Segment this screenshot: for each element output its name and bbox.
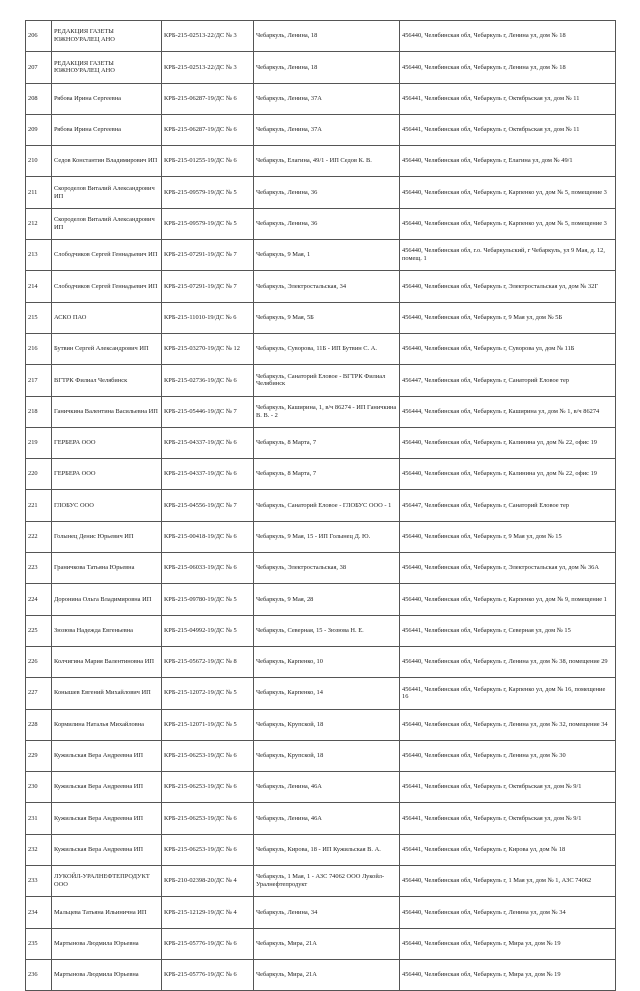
organization-name-cell: Доронина Ольга Владимировна ИП [52,584,162,615]
legal-address-cell: 456440, Челябинская обл, Чебаркуль г, Карпенко ул, дом № 5, помещение 3 [400,208,616,239]
table-row [26,521,616,552]
legal-address-cell: 456447, Челябинская обл, Чебаркуль г, Санаторий Еловое тер [400,490,616,521]
organization-name-cell: Седов Константин Владимирович ИП [52,146,162,177]
legal-address-cell: 456440, Челябинская обл, Чебаркуль г, Электростальская ул, дом № 36А [400,553,616,584]
table-row [26,897,616,928]
table-row [26,772,616,803]
organization-name-cell: Мартынова Людмила Юрьевна [52,928,162,959]
object-location-cell: Чебаркуль, Карпенко, 10 [254,646,400,677]
contract-code-cell: КРБ-215-04556-19/ДС № 7 [162,490,254,521]
object-location-cell: Чебаркуль, Мира, 21А [254,959,400,990]
organization-name-cell: Ганичкина Валентина Васильевна ИП [52,396,162,427]
contract-code-cell: КРБ-215-06253-19/ДС № 6 [162,803,254,834]
organization-name-cell: РЕДАКЦИЯ ГАЗЕТЫ ЮЖНОУРАЛЕЦ АНО [52,21,162,52]
row-number-cell: 216 [26,333,52,364]
row-number-cell: 219 [26,427,52,458]
contract-code-cell: КРБ-215-12072-19/ДС № 5 [162,678,254,709]
object-location-cell: Чебаркуль, 1 Мая, 1 - АЗС 74062 ООО Лукойл-Уралнефтепродукт [254,866,400,897]
row-number-cell: 231 [26,803,52,834]
contract-code-cell: КРБ-215-07291-19/ДС № 7 [162,271,254,302]
organization-name-cell: ВГТРК Филиал Челябинск [52,365,162,396]
organization-name-cell: Рябова Ирина Сергеевна [52,114,162,145]
legal-address-cell: 456440, Челябинская обл, Чебаркуль г, Ленина ул, дом № 32, помещение 34 [400,709,616,740]
row-number-cell: 213 [26,240,52,271]
document-page [25,20,615,991]
object-location-cell: Чебаркуль, Ленина, 34 [254,897,400,928]
legal-address-cell: 456440, Челябинская обл, Чебаркуль г, Калинина ул, дом № 22, офис 19 [400,459,616,490]
contract-code-cell: КРБ-215-04992-19/ДС № 5 [162,615,254,646]
organization-name-cell: Кужильская Вера Андреевна ИП [52,834,162,865]
row-number-cell: 221 [26,490,52,521]
legal-address-cell: 456441, Челябинская обл, Чебаркуль г, Карпенко ул, дом № 16, помещение 16 [400,678,616,709]
legal-address-cell: 456440, Челябинская обл, Чебаркуль г, Мира ул, дом № 19 [400,959,616,990]
table-row [26,459,616,490]
table-row [26,709,616,740]
contract-code-cell: КРБ-215-12071-19/ДС № 5 [162,709,254,740]
object-location-cell: Чебаркуль, 9 Мая, 5Б [254,302,400,333]
row-number-cell: 214 [26,271,52,302]
legal-address-cell: 456440, Челябинская обл, Чебаркуль г, Калинина ул, дом № 22, офис 19 [400,427,616,458]
table-row [26,959,616,990]
row-number-cell: 234 [26,897,52,928]
contract-code-cell: КРБ-215-06033-19/ДС № 6 [162,553,254,584]
organization-name-cell: ГЕРБЕРА ООО [52,459,162,490]
table-row [26,177,616,208]
contract-code-cell: КРБ-215-00418-19/ДС № 6 [162,521,254,552]
row-number-cell: 226 [26,646,52,677]
table-row [26,834,616,865]
row-number-cell: 225 [26,615,52,646]
contract-code-cell: КРБ-215-11010-19/ДС № 6 [162,302,254,333]
contract-code-cell: КРБ-215-06253-19/ДС № 6 [162,740,254,771]
organization-name-cell: Мартынова Людмила Юрьевна [52,959,162,990]
organization-name-cell: Конышев Евгений Михайлович ИП [52,678,162,709]
row-number-cell: 218 [26,396,52,427]
object-location-cell: Чебаркуль, Крупской, 18 [254,709,400,740]
organization-name-cell: Слободчиков Сергей Геннадьевич ИП [52,271,162,302]
organization-name-cell: ГЛОБУС ООО [52,490,162,521]
organization-name-cell: Скороделов Виталий Александрович ИП [52,208,162,239]
organization-name-cell: ЛУКОЙЛ-УРАЛНЕФТЕПРОДУКТ ООО [52,866,162,897]
table-row [26,333,616,364]
object-location-cell: Чебаркуль, Елагина, 49/1 - ИП Седов К. В. [254,146,400,177]
legal-address-cell: 456440, Челябинская обл, Чебаркуль г, Ленина ул, дом № 30 [400,740,616,771]
contract-code-cell: КРБ-215-05446-19/ДС № 7 [162,396,254,427]
organization-name-cell: Скороделов Виталий Александрович ИП [52,177,162,208]
organization-name-cell: Голынец Денис Юрьевич ИП [52,521,162,552]
row-number-cell: 222 [26,521,52,552]
object-location-cell: Чебаркуль, Ленина, 36 [254,177,400,208]
contract-code-cell: КРБ-215-07291-19/ДС № 7 [162,240,254,271]
organization-name-cell: Колчигина Мария Валентиновна ИП [52,646,162,677]
row-number-cell: 207 [26,52,52,83]
row-number-cell: 220 [26,459,52,490]
row-number-cell: 228 [26,709,52,740]
object-location-cell: Чебаркуль, Ленина, 37А [254,114,400,145]
organization-name-cell: Кужильская Вера Андреевна ИП [52,803,162,834]
organization-name-cell: РЕДАКЦИЯ ГАЗЕТЫ ЮЖНОУРАЛЕЦ АНО [52,52,162,83]
object-location-cell: Чебаркуль, 8 Марта, 7 [254,427,400,458]
object-location-cell: Чебаркуль, Ленина, 18 [254,21,400,52]
legal-address-cell: 456440, Челябинская обл, Чебаркуль г, Елагина ул, дом № 49/1 [400,146,616,177]
table-row [26,396,616,427]
table-row [26,584,616,615]
legal-address-cell: 456440, Челябинская обл, Чебаркуль г, Электростальская ул, дом № 32Г [400,271,616,302]
object-location-cell: Чебаркуль, Суворова, 11Б - ИП Бутвин С. А. [254,333,400,364]
row-number-cell: 229 [26,740,52,771]
object-location-cell: Чебаркуль, Санаторий Еловое - ВГТРК Филиал Челябинск [254,365,400,396]
table-row [26,83,616,114]
contract-code-cell: КРБ-215-04337-19/ДС № 6 [162,427,254,458]
legal-address-cell: 456441, Челябинская обл, Чебаркуль г, Октябрьская ул, дом № 9/1 [400,803,616,834]
legal-address-cell: 456444, Челябинская обл, Чебаркуль г, Каширина ул, дом № 1, в/ч 86274 [400,396,616,427]
object-location-cell: Чебаркуль, Электростальская, 38 [254,553,400,584]
row-number-cell: 215 [26,302,52,333]
object-location-cell: Чебаркуль, 9 Мая, 1 [254,240,400,271]
organization-name-cell: АСКО ПАО [52,302,162,333]
legal-address-cell: 456440, Челябинская обл, Чебаркуль г, 9 Мая ул, дом № 5Б [400,302,616,333]
object-location-cell: Чебаркуль, Северная, 15 - Зюзюва Н. Е. [254,615,400,646]
table-row [26,553,616,584]
table-row [26,427,616,458]
table-row [26,740,616,771]
contract-code-cell: КРБ-210-02398-20/ДС № 4 [162,866,254,897]
table-row [26,646,616,677]
contract-code-cell: КРБ-215-06287-19/ДС № 6 [162,83,254,114]
row-number-cell: 211 [26,177,52,208]
table-row [26,365,616,396]
legal-address-cell: 456440, Челябинская обл, Чебаркуль г, 9 Мая ул, дом № 15 [400,521,616,552]
organization-name-cell: Зюзюва Надежда Евгеньевна [52,615,162,646]
row-number-cell: 227 [26,678,52,709]
row-number-cell: 208 [26,83,52,114]
contract-code-cell: КРБ-215-01255-19/ДС № 6 [162,146,254,177]
object-location-cell: Чебаркуль, Ленина, 46А [254,772,400,803]
legal-address-cell: 456441, Челябинская обл, Чебаркуль г, Кирова ул, дом № 18 [400,834,616,865]
organization-name-cell: Рябова Ирина Сергеевна [52,83,162,114]
legal-address-cell: 456440, Челябинская обл, г.о. Чебаркульский, г Чебаркуль, ул 9 Мая, д. 12, помещ. 1 [400,240,616,271]
organization-name-cell: Кужильская Вера Андреевна ИП [52,772,162,803]
row-number-cell: 212 [26,208,52,239]
legal-address-cell: 456440, Челябинская обл, Чебаркуль г, 1 Мая ул, дом № 1, АЗС 74062 [400,866,616,897]
object-location-cell: Чебаркуль, 9 Мая, 15 - ИП Голынец Д. Ю. [254,521,400,552]
object-location-cell: Чебаркуль, Мира, 21А [254,928,400,959]
contract-code-cell: КРБ-215-09579-19/ДС № 5 [162,177,254,208]
contract-code-cell: КРБ-215-09780-19/ДС № 5 [162,584,254,615]
row-number-cell: 206 [26,21,52,52]
legal-address-cell: 456441, Челябинская обл, Чебаркуль г, Северная ул, дом № 15 [400,615,616,646]
legal-address-cell: 456440, Челябинская обл, Чебаркуль г, Карпенко ул, дом № 5, помещение 3 [400,177,616,208]
contract-code-cell: КРБ-215-05776-19/ДС № 6 [162,928,254,959]
contract-code-cell: КРБ-215-06287-19/ДС № 6 [162,114,254,145]
row-number-cell: 232 [26,834,52,865]
table-row [26,208,616,239]
legal-address-cell: 456440, Челябинская обл, Чебаркуль г, Ленина ул, дом № 18 [400,52,616,83]
object-location-cell: Чебаркуль, Ленина, 46А [254,803,400,834]
records-table-body [26,21,616,991]
contract-code-cell: КРБ-215-12129-19/ДС № 4 [162,897,254,928]
contract-code-cell: КРБ-215-05776-19/ДС № 6 [162,959,254,990]
table-row [26,928,616,959]
contract-code-cell: КРБ-215-05672-19/ДС № 8 [162,646,254,677]
row-number-cell: 217 [26,365,52,396]
legal-address-cell: 456440, Челябинская обл, Чебаркуль г, Суворова ул, дом № 11Б [400,333,616,364]
object-location-cell: Чебаркуль, Каширина, 1, в/ч 86274 - ИП Ганичкина В. В. - 2 [254,396,400,427]
object-location-cell: Чебаркуль, Ленина, 36 [254,208,400,239]
legal-address-cell: 456440, Челябинская обл, Чебаркуль г, Карпенко ул, дом № 9, помещение 1 [400,584,616,615]
row-number-cell: 236 [26,959,52,990]
table-row [26,271,616,302]
legal-address-cell: 456440, Челябинская обл, Чебаркуль г, Ленина ул, дом № 38, помещение 29 [400,646,616,677]
table-row [26,803,616,834]
table-row [26,678,616,709]
organization-name-cell: Граничкова Татьяна Юрьевна [52,553,162,584]
object-location-cell: Чебаркуль, Ленина, 37А [254,83,400,114]
object-location-cell: Чебаркуль, Санаторий Еловое - ГЛОБУС ООО - 1 [254,490,400,521]
object-location-cell: Чебаркуль, Ленина, 18 [254,52,400,83]
contract-code-cell: КРБ-215-02736-19/ДС № 6 [162,365,254,396]
row-number-cell: 223 [26,553,52,584]
row-number-cell: 230 [26,772,52,803]
object-location-cell: Чебаркуль, Кирова, 18 - ИП Кужильская В. А. [254,834,400,865]
row-number-cell: 235 [26,928,52,959]
organization-name-cell: Кужильская Вера Андреевна ИП [52,740,162,771]
row-number-cell: 210 [26,146,52,177]
object-location-cell: Чебаркуль, Крупской, 18 [254,740,400,771]
legal-address-cell: 456441, Челябинская обл, Чебаркуль г, Октябрьская ул, дом № 11 [400,83,616,114]
contract-code-cell: КРБ-215-09579-19/ДС № 5 [162,208,254,239]
table-row [26,21,616,52]
table-row [26,866,616,897]
table-row [26,302,616,333]
contract-code-cell: КРБ-215-06253-19/ДС № 6 [162,772,254,803]
organization-name-cell: ГЕРБЕРА ООО [52,427,162,458]
records-table [25,20,616,991]
object-location-cell: Чебаркуль, Электростальская, 34 [254,271,400,302]
legal-address-cell: 456440, Челябинская обл, Чебаркуль г, Мира ул, дом № 19 [400,928,616,959]
row-number-cell: 224 [26,584,52,615]
row-number-cell: 209 [26,114,52,145]
organization-name-cell: Слободчиков Сергей Геннадьевич ИП [52,240,162,271]
contract-code-cell: КРБ-215-02513-22/ДС № 3 [162,21,254,52]
table-row [26,52,616,83]
contract-code-cell: КРБ-215-04337-19/ДС № 6 [162,459,254,490]
contract-code-cell: КРБ-215-06253-19/ДС № 6 [162,834,254,865]
table-row [26,615,616,646]
object-location-cell: Чебаркуль, Карпенко, 14 [254,678,400,709]
row-number-cell: 233 [26,866,52,897]
legal-address-cell: 456440, Челябинская обл, Чебаркуль г, Ленина ул, дом № 18 [400,21,616,52]
object-location-cell: Чебаркуль, 9 Мая, 28 [254,584,400,615]
table-row [26,146,616,177]
object-location-cell: Чебаркуль, 8 Марта, 7 [254,459,400,490]
organization-name-cell: Бутвин Сергей Александрович ИП [52,333,162,364]
table-row [26,114,616,145]
table-row [26,240,616,271]
table-row [26,490,616,521]
legal-address-cell: 456441, Челябинская обл, Чебаркуль г, Октябрьская ул, дом № 11 [400,114,616,145]
legal-address-cell: 456441, Челябинская обл, Чебаркуль г, Октябрьская ул, дом № 9/1 [400,772,616,803]
contract-code-cell: КРБ-215-02513-22/ДС № 3 [162,52,254,83]
organization-name-cell: Кормилина Наталья Михайловна [52,709,162,740]
organization-name-cell: Мальцева Татьяна Ильинична ИП [52,897,162,928]
legal-address-cell: 456440, Челябинская обл, Чебаркуль г, Ленина ул, дом № 34 [400,897,616,928]
legal-address-cell: 456447, Челябинская обл, Чебаркуль г, Санаторий Еловое тер [400,365,616,396]
contract-code-cell: КРБ-215-03270-19/ДС № 12 [162,333,254,364]
